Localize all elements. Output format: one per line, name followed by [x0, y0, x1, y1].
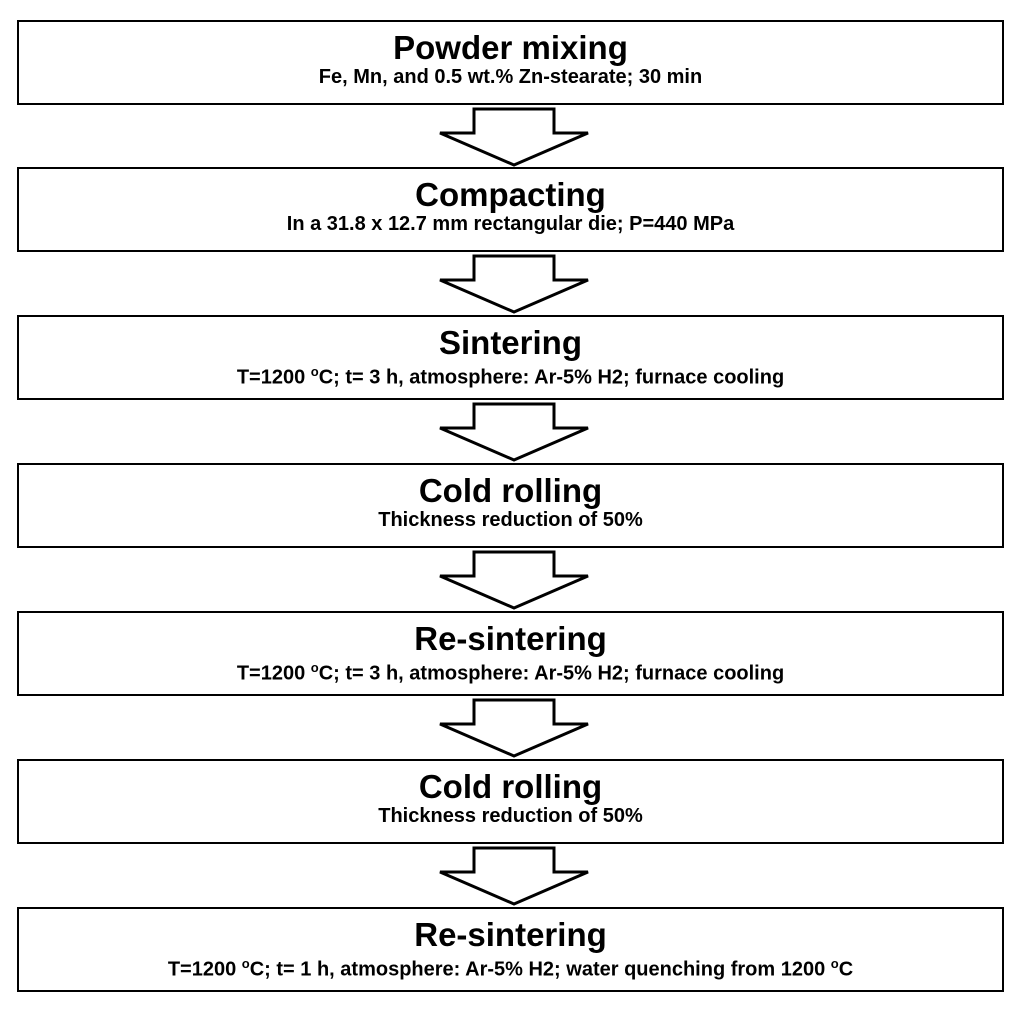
step-title: Compacting: [415, 176, 606, 213]
step-detail: T=1200 $^o$C; t= 3 h, atmosphere: Ar-5% H2; furnace cooling: [236, 364, 785, 389]
flow-arrow-down-icon: [437, 698, 591, 758]
step-detail: In a 31.8 x 12.7 mm rectangular die; P=440 MPa: [286, 213, 735, 235]
flow-arrow-down-icon: [437, 107, 591, 167]
step-title: Re-sintering: [414, 620, 607, 657]
step-detail: Thickness reduction of 50%: [378, 805, 643, 827]
step-detail: Fe, Mn, and 0.5 wt.% Zn-stearate; 30 min: [318, 66, 703, 88]
step-sintering: [17, 315, 1004, 400]
step-title: Re-sintering: [414, 916, 607, 953]
step-detail: Thickness reduction of 50%: [378, 509, 643, 531]
step-cold-rolling: [17, 463, 1004, 548]
step-compacting: [17, 167, 1004, 252]
step-title: Cold rolling: [418, 768, 603, 805]
flow-arrow-down-icon: [437, 254, 591, 314]
step-title: Cold rolling: [418, 472, 603, 509]
flow-arrow-down-icon: [437, 402, 591, 462]
step-title: Sintering: [438, 324, 582, 361]
step-powder-mixing: [17, 20, 1004, 105]
flow-arrow-down-icon: [437, 550, 591, 610]
flow-arrow-down-icon: [437, 846, 591, 906]
step-cold-rolling: [17, 759, 1004, 844]
step-detail: T=1200 $^o$C; t= 3 h, atmosphere: Ar-5% H2; furnace cooling: [236, 660, 785, 685]
step-detail: T=1200 $^o$C; t= 1 h, atmosphere: Ar-5% H2; water quenching from 1200 $^o$C: [167, 956, 854, 981]
step-re-sintering: [17, 907, 1004, 992]
step-title: Powder mixing: [393, 29, 628, 66]
step-re-sintering: [17, 611, 1004, 696]
